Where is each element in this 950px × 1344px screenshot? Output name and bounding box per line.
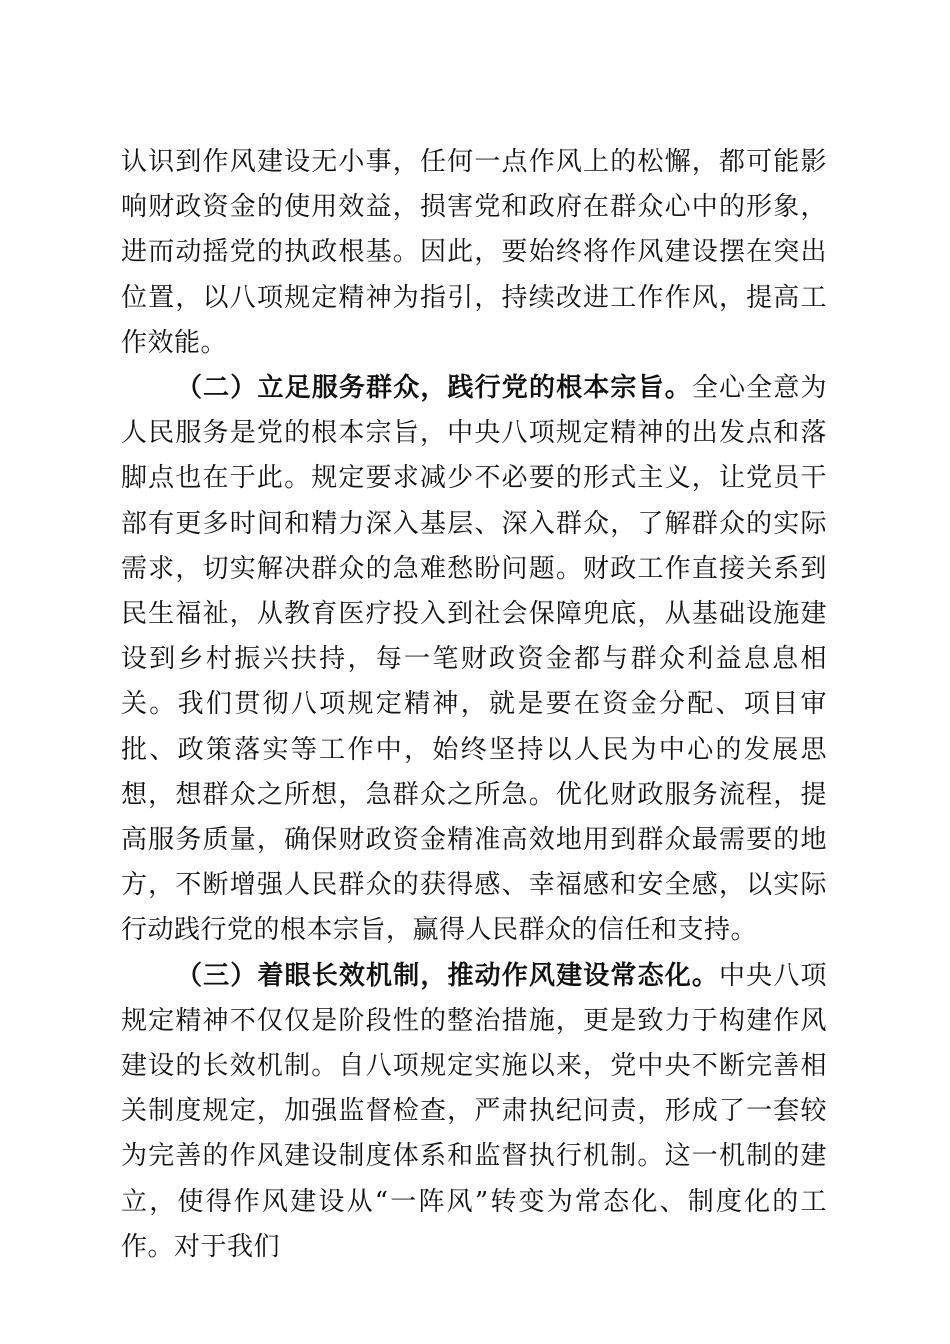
document-body (121, 140, 827, 1270)
paragraph-2-text: 全心全意为人民服务是党的根本宗旨，中央八项规定精神的出发点和落脚点也在于此。规定要求减少不必要的形式主义，让党员干部有更多时间和精力深入基层、深入群众，了解群众的实际需求，切实解决群众的急难愁盼问题。财政工作直接关系到民生福祉，从教育医疗投入到社会保障兜底，从基础设施建设到乡村振兴扶持，每一笔财政资金都与群众利益息息相关。我们贯彻八项规定精神，就是要在资金分配、项目审批、政策落实等工作中，始终坚持以人民为中心的发展思想，想群众之所想，急群众之所急。优化财政服务流程，提高服务质量，确保财政资金精准高效地用到群众最需要的地方，不断增强人民群众的获得感、幸福感和安全感，以实际行动践行党的根本宗旨，赢得人民群众的信任和支持。 (121, 373, 827, 946)
section-heading-2: （二）立足服务群众，践行党的根本宗旨。 (176, 373, 692, 404)
paragraph-3 (121, 954, 827, 1270)
paragraph-3-text: 中央八项规定精神不仅仅是阶段性的整治措施，更是致力于构建作风建设的长效机制。自八项规定实施以来，党中央不断完善相关制度规定，加强监督检查，严肃执纪问责，形成了一套较为完善的作风建设制度体系和监督执行机制。这一机制的建立，使得作风建设从“一阵风”转变为常态化、制度化的工作。对于我们 (121, 960, 827, 1262)
paragraph-1-text: 认识到作风建设无小事，任何一点作风上的松懈，都可能影响财政资金的使用效益，损害党和政府在群众心中的形象，进而动摇党的执政根基。因此，要始终将作风建设摆在突出位置，以八项规定精神为指引，持续改进工作作风，提高工作效能。 (121, 147, 827, 358)
section-heading-3: （三）着眼长效机制，推动作风建设常态化。 (176, 960, 720, 991)
paragraph-2 (121, 366, 827, 954)
paragraph-1 (121, 140, 827, 366)
